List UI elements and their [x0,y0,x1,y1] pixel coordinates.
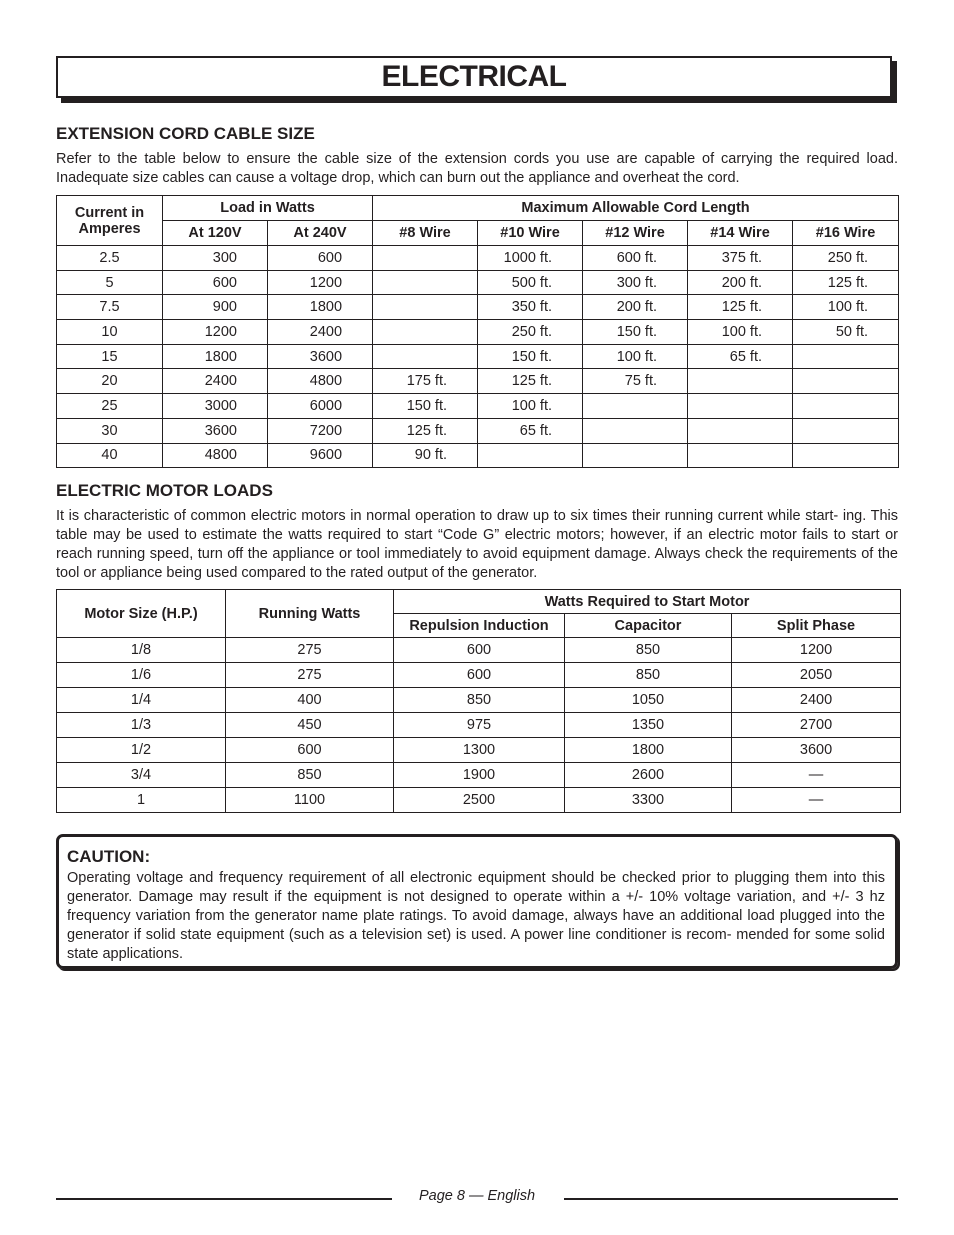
table-cell [583,394,688,419]
motor-loads-table [56,589,901,813]
table-cell: 3000 [163,394,268,419]
group-start-watts-header: Watts Required to Start Motor [394,590,901,614]
table-cell [373,246,478,271]
table-cell: 300 [163,246,268,271]
table-cell [688,394,793,419]
col-current-header: Current in Amperes [57,196,163,246]
table-cell [688,443,793,468]
col-running-watts-header: Running Watts [226,590,394,638]
table-cell: 1/8 [57,638,226,663]
table-cell: 1000 ft. [478,246,583,271]
table-cell: 900 [163,295,268,320]
table-cell: 2400 [163,369,268,394]
table-cell: 600 [268,246,373,271]
table-cell: 1050 [565,688,732,713]
table-cell: 600 [163,270,268,295]
table-cell [373,344,478,369]
table-cell: 250 ft. [793,246,899,271]
page-footer: Page 8 — English [418,1188,536,1204]
table-row [57,638,901,663]
table-row [57,394,899,419]
subheader-cell: #10 Wire [478,221,583,246]
table-row [57,320,899,345]
table-cell: 1 [57,788,226,813]
table-cell: 6000 [268,394,373,419]
table-row [57,738,901,763]
table-cell: 600 [394,638,565,663]
table-cell: 90 ft. [373,443,478,468]
table-cell: 2500 [394,788,565,813]
table-cell: 2400 [268,320,373,345]
subheader-cell: Repulsion Induction [394,614,565,638]
table-cell: 1800 [163,344,268,369]
subheader-cell: #8 Wire [373,221,478,246]
subheader-cell: At 240V [268,221,373,246]
table-cell [373,270,478,295]
page-title: ELECTRICAL [381,60,567,93]
table-row [57,369,899,394]
table-cell: 100 ft. [793,295,899,320]
table-cell: 1/2 [57,738,226,763]
table-cell [793,418,899,443]
table-cell: 7.5 [57,295,163,320]
table-cell: 275 [226,638,394,663]
table-cell: 100 ft. [688,320,793,345]
table-cell [793,369,899,394]
table-cell: 150 ft. [478,344,583,369]
table-cell: 2400 [732,688,901,713]
table-cell: 3600 [163,418,268,443]
table-cell: 65 ft. [478,418,583,443]
cord-section-paragraph: Refer to the table below to ensure the cable size of the extension cords you use are capable of carrying the required load. Inadequate size cables can cause a voltage drop, which can burn out the appliance and overheat the cord. [56,151,898,186]
table-row [57,688,901,713]
table-row [57,246,899,271]
title-banner [56,56,892,98]
table-cell [583,443,688,468]
table-cell: 450 [226,713,394,738]
group-length-header: Maximum Allowable Cord Length [373,196,899,221]
table-cell: 65 ft. [688,344,793,369]
caution-text: Operating voltage and frequency requirement of all electronic equipment should be checked prior to plugging them into this generator. Damage may result if the equipment is not designed to operate within a +/- 10% voltage variation, and +/- 3 hz frequency variation from the generator name plate ratings. To avoid damage, always have an additional load plugged into the generator if solid state equipment (such as a television set) is used. A power line conditioner is recom- mended for some solid state applications. [67,870,885,962]
table-row [57,713,901,738]
table-cell: 9600 [268,443,373,468]
table-cell: 20 [57,369,163,394]
table-cell: 3600 [732,738,901,763]
table-cell: — [732,788,901,813]
table-cell: 850 [226,763,394,788]
table-cell: 30 [57,418,163,443]
motor-section-heading: ELECTRIC MOTOR LOADS [56,481,273,500]
table-cell: 175 ft. [373,369,478,394]
subheader-cell: Capacitor [565,614,732,638]
table-cell: 600 [394,663,565,688]
table-cell [793,443,899,468]
caution-heading: CAUTION: [67,847,151,866]
table-cell: 4800 [268,369,373,394]
table-cell: 1900 [394,763,565,788]
table-cell: 100 ft. [583,344,688,369]
table-cell: 3/4 [57,763,226,788]
table-cell: 200 ft. [688,270,793,295]
motor-section-paragraph: It is characteristic of common electric motors in normal operation to draw up to six times their running current while start- ing. This table may be used to estimate the watts required to start “Code G” electric motors; however, if an electric motor fails to start or reach running speed, turn off the appliance or tool immediately to avoid equipment damage. Always check the requirements of the tool or appliance being used compared to the rated output of the generator. [56,508,898,581]
table-cell [688,418,793,443]
footer-rule-left [56,1198,392,1200]
table-cell: 275 [226,663,394,688]
table-row [57,295,899,320]
cord-table-body [57,246,899,468]
table-row [57,443,899,468]
table-cell: 3300 [565,788,732,813]
table-cell: 250 ft. [478,320,583,345]
table-cell: 125 ft. [688,295,793,320]
table-cell: 500 ft. [478,270,583,295]
table-cell: 1/3 [57,713,226,738]
table-cell: 7200 [268,418,373,443]
group-load-header: Load in Watts [163,196,373,221]
table-cell: 350 ft. [478,295,583,320]
table-cell: 600 [226,738,394,763]
table-cell: 3600 [268,344,373,369]
table-cell: 150 ft. [373,394,478,419]
table-cell: 4800 [163,443,268,468]
cord-section-heading: EXTENSION CORD CABLE SIZE [56,124,315,143]
table-cell: 5 [57,270,163,295]
table-row [57,418,899,443]
subheader-cell: #12 Wire [583,221,688,246]
table-cell: 2700 [732,713,901,738]
table-cell: 1/6 [57,663,226,688]
table-cell: 15 [57,344,163,369]
table-cell: 850 [565,663,732,688]
table-cell: 1/4 [57,688,226,713]
table-row [57,663,901,688]
table-cell [793,394,899,419]
table-cell: 150 ft. [583,320,688,345]
table-row [57,788,901,813]
table-cell: 2.5 [57,246,163,271]
table-cell: 600 ft. [583,246,688,271]
table-cell: 1800 [268,295,373,320]
table-cell [583,418,688,443]
table-cell: 1200 [268,270,373,295]
table-cell [793,344,899,369]
table-cell: 100 ft. [478,394,583,419]
table-cell: 1300 [394,738,565,763]
motor-table-body [57,638,901,813]
subheader-cell: Split Phase [732,614,901,638]
table-cell: 1200 [163,320,268,345]
table-cell: 50 ft. [793,320,899,345]
table-cell: 25 [57,394,163,419]
table-cell: 850 [565,638,732,663]
table-cell: 400 [226,688,394,713]
table-cell: 1800 [565,738,732,763]
table-cell: 1350 [565,713,732,738]
table-cell: 1100 [226,788,394,813]
table-cell: 200 ft. [583,295,688,320]
table-cell [478,443,583,468]
subheader-cell: #16 Wire [793,221,899,246]
subheader-cell: At 120V [163,221,268,246]
table-cell: 2050 [732,663,901,688]
table-cell: 75 ft. [583,369,688,394]
col-motor-size-header: Motor Size (H.P.) [57,590,226,638]
table-row [57,270,899,295]
table-row [57,344,899,369]
table-cell: 2600 [565,763,732,788]
table-cell: 40 [57,443,163,468]
table-row [57,763,901,788]
subheader-cell: #14 Wire [688,221,793,246]
table-cell: 125 ft. [478,369,583,394]
table-cell: 125 ft. [793,270,899,295]
table-cell: 125 ft. [373,418,478,443]
table-cell: 1200 [732,638,901,663]
extension-cord-table [56,195,899,468]
table-cell: — [732,763,901,788]
table-cell [373,295,478,320]
table-cell [688,369,793,394]
footer-rule-right [564,1198,898,1200]
cord-subheader-row [57,221,899,246]
table-cell: 300 ft. [583,270,688,295]
caution-box [56,834,898,969]
table-cell: 975 [394,713,565,738]
table-cell: 10 [57,320,163,345]
table-cell: 375 ft. [688,246,793,271]
table-cell [373,320,478,345]
table-cell: 850 [394,688,565,713]
